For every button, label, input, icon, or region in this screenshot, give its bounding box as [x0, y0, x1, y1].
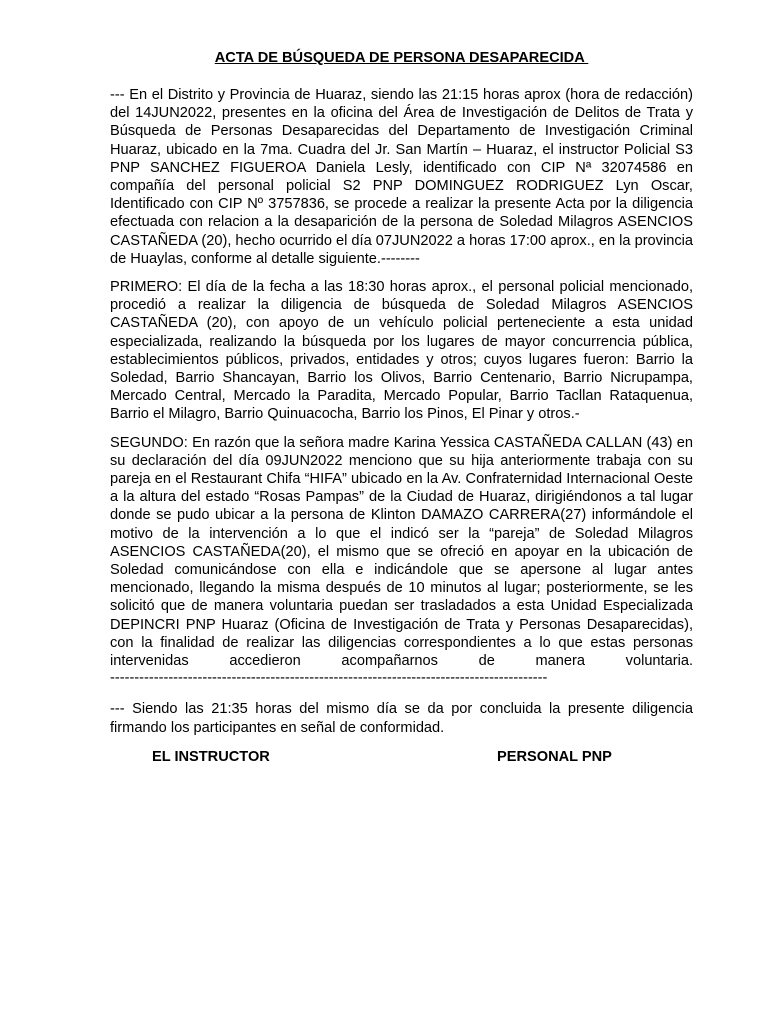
document-page	[110, 48, 693, 769]
signature-personal-label: PERSONAL PNP	[497, 748, 612, 765]
paragraph-segundo: SEGUNDO: En razón que la señora madre Karina Yessica CASTAÑEDA CALLAN (43) en su declaración del día 09JUN2022 menciono que su hija anteriormente trabaja con su pareja en el Restaurant Chifa “HIFA” ubicado en la Av. Confraternidad Internacional Oeste a la altura del estado “Rosas Pampas” de la Ciudad de Huaraz, dirigiéndonos a tal lugar donde se pudo ubicar a la persona de Klinton DAMAZO CARRERA(27) informándole el motivo de la intervención a lo que el indicó ser la “pareja” de Soledad Milagros ASENCIOS CASTAÑEDA(20), el mismo que se ofreció en apoyar en la ubicación de Soledad comunicándose con ella e indicándole que se apersone al lugar antes mencionado, llegando la misma después de 10 minutos al lugar; posteriormente, se les solicitó que de manera voluntaria puedan ser trasladados a esta Unidad Especializada DEPINCRI PNP Huaraz (Oficina de Investigación de Trata y Personas Desaparecidas), con la finalidad de realizar las diligencias correspondientes a lo que estas personas intervenidas accedieron acompañarnos de manera voluntaria.	[110, 434, 693, 670]
document-title: ACTA DE BÚSQUEDA DE PERSONA DESAPARECIDA	[214, 50, 589, 66]
paragraph-closing: --- Siendo las 21:35 horas del mismo día se da por concluida la presente diligencia firmando los participantes en señal de conformidad.	[110, 701, 693, 736]
separator-dashes: ------------------------------------------------------------------------------------------	[110, 670, 548, 687]
paragraph-intro: --- En el Distrito y Provincia de Huaraz, siendo las 21:15 horas aprox (hora de redacción) del 14JUN2022, presentes en la oficina del Área de Investigación de Delitos de Trata y Búsqueda de Personas Desaparecidas del Departamento de Investigación Criminal Huaraz, ubicado en la 7ma. Cuadra del Jr. San Martín – Huaraz, el instructor Policial S3 PNP SANCHEZ FIGUEROA Daniela Lesly, identificado con CIP Nª 32074586 en compañía del personal policial S2 PNP DOMINGUEZ RODRIGUEZ Lyn Oscar, Identificado con CIP Nº 3757836, se procede a realizar la presente Acta por la diligencia efectuada con relacion a la desaparición de la persona de Soledad Milagros ASENCIOS CASTAÑEDA (20), hecho ocurrido el día 07JUN2022 a horas 17:00 aprox., en la provincia de Huaylas, conforme al detalle siguiente.--------	[110, 87, 693, 267]
signature-instructor-label: EL INSTRUCTOR	[152, 748, 270, 765]
paragraph-primero: PRIMERO: El día de la fecha a las 18:30 horas aprox., el personal policial mencionado, procedió a realizar la diligencia de búsqueda de Soledad Milagros ASENCIOS CASTAÑEDA (20), con apoyo de un vehículo policial perteneciente a esta unidad especializada, realizando la búsqueda por los lugares de mayor concurrencia pública, establecimientos públicos, privados, entidades y otros; cuyos lugares fueron: Barrio la Soledad, Barrio Shancayan, Barrio los Olivos, Barrio Centenario, Barrio Nicrupampa, Mercado Central, Mercado la Paradita, Mercado Popular, Barrio Tacllan Rataquenua, Barrio el Milagro, Barrio Quinuacocha, Barrio los Pinos, El Pinar y otros.-	[110, 279, 693, 423]
signature-block	[110, 747, 693, 769]
